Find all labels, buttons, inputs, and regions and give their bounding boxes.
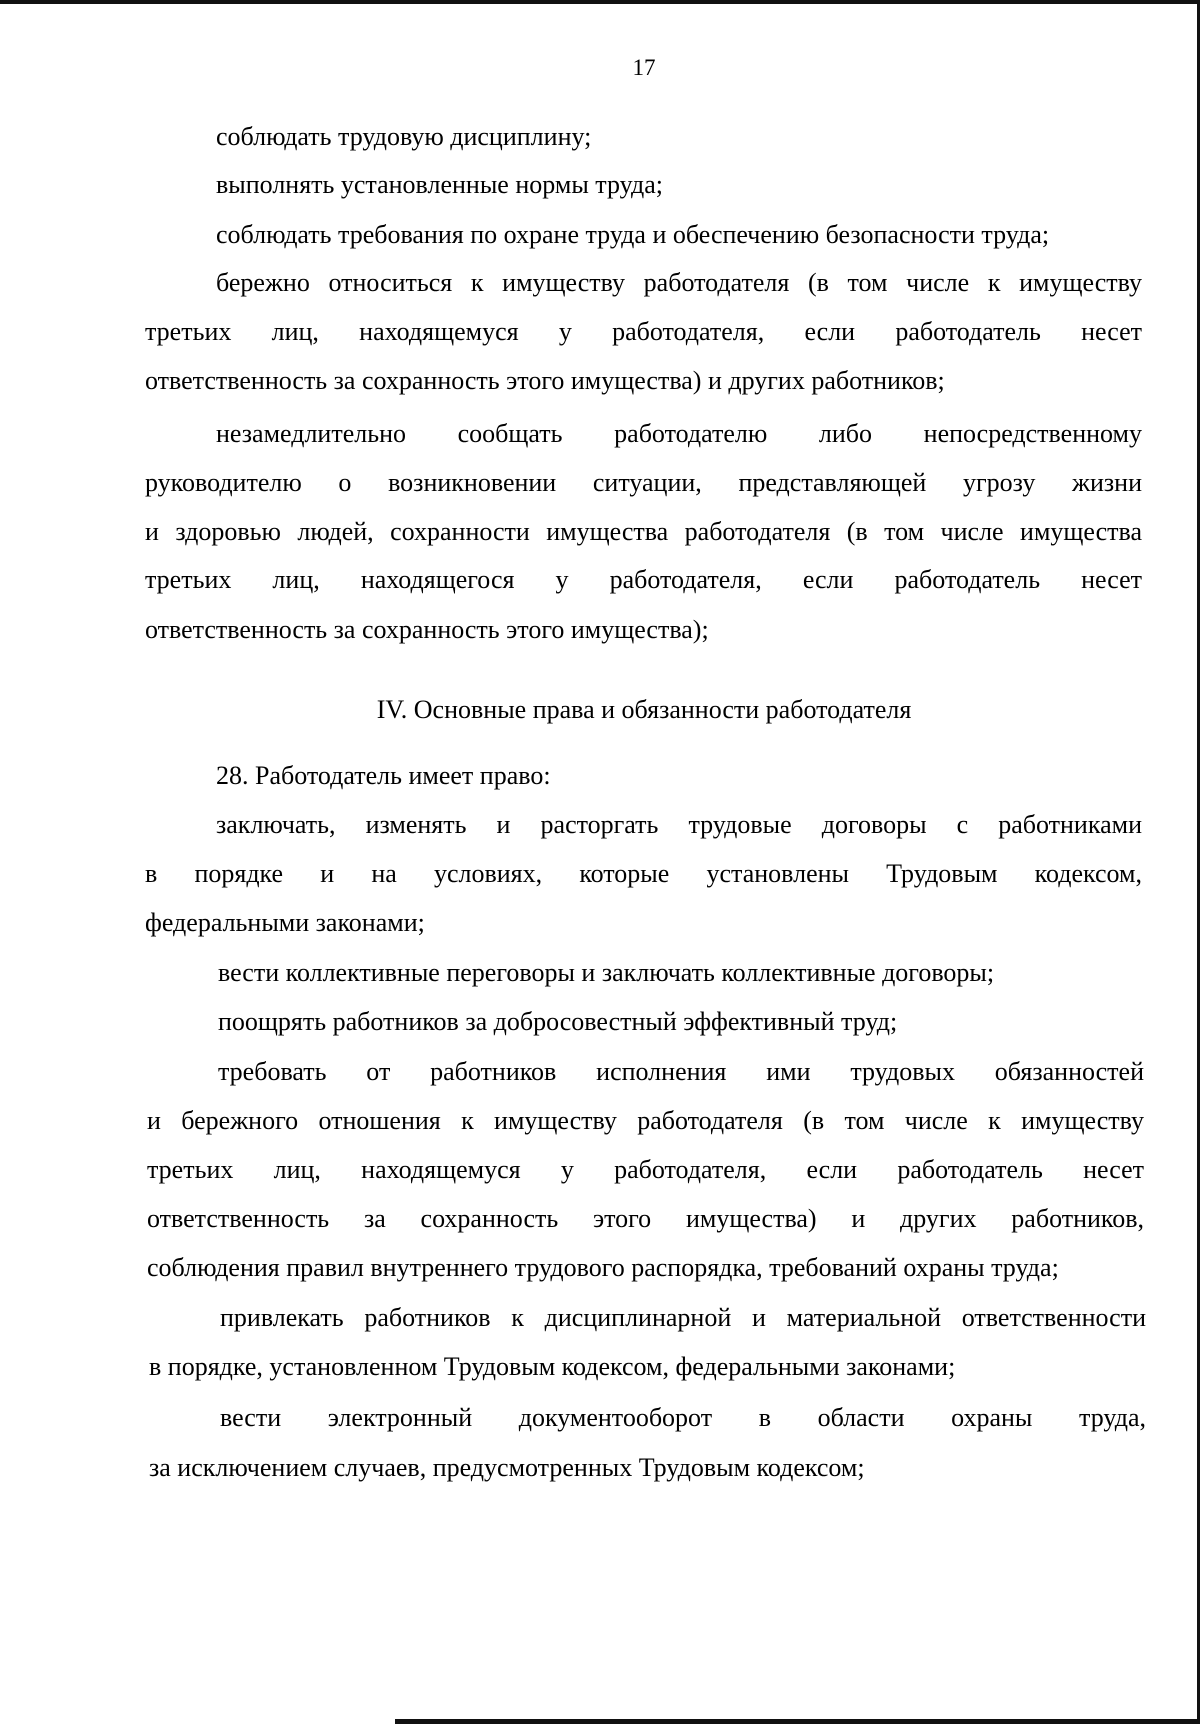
text-line: ответственность за сохранность этого имущества) и других работников; [145, 366, 945, 395]
text-line: заключать, изменять и расторгать трудовые договоры с работниками [216, 810, 1142, 839]
text-line: бережно относиться к имуществу работодателя (в том числе к имуществу [216, 268, 1142, 297]
text-line: в порядке, установленном Трудовым кодексом, федеральными законами; [149, 1352, 956, 1381]
text-line: соблюдать трудовую дисциплину; [216, 122, 592, 151]
text-line: федеральными законами; [145, 908, 425, 937]
text-line: вести коллективные переговоры и заключать коллективные договоры; [218, 958, 995, 987]
page-number: 17 [632, 55, 656, 80]
text-line: требовать от работников исполнения ими трудовых обязанностей [218, 1057, 1144, 1086]
text-line: и здоровью людей, сохранности имущества работодателя (в том числе имущества [145, 517, 1142, 546]
text-line: ответственность за сохранность этого имущества) и других работников, [147, 1204, 1144, 1233]
text-line: третьих лиц, находящемуся у работодателя, если работодатель несет [147, 1155, 1144, 1184]
text-line: соблюдения правил внутреннего трудового распорядка, требований охраны труда; [147, 1253, 1059, 1282]
text-line: руководителю о возникновении ситуации, представляющей угрозу жизни [145, 468, 1142, 497]
text-line: поощрять работников за добросовестный эффективный труд; [218, 1007, 898, 1036]
text-line: вести электронный документооборот в области охраны труда, [220, 1403, 1146, 1432]
scan-edge-top [0, 0, 1200, 4]
text-line: ответственность за сохранность этого имущества); [145, 615, 709, 644]
text-line: и бережного отношения к имуществу работодателя (в том числе к имуществу [147, 1106, 1144, 1135]
text-line: третьих лиц, находящемуся у работодателя, если работодатель несет [145, 317, 1142, 346]
text-line: выполнять установленные нормы труда; [216, 170, 663, 199]
section-heading: IV. Основные права и обязанности работодателя [376, 695, 912, 724]
text-line: за исключением случаев, предусмотренных Трудовым кодексом; [149, 1453, 865, 1482]
text-line: третьих лиц, находящегося у работодателя, если работодатель несет [145, 565, 1142, 594]
text-line: 28. Работодатель имеет право: [216, 761, 551, 790]
text-line: соблюдать требования по охране труда и обеспечению безопасности труда; [216, 220, 1050, 249]
scan-edge-bottom [395, 1719, 1200, 1724]
text-line: незамедлительно сообщать работодателю либо непосредственному [216, 419, 1142, 448]
text-line: в порядке и на условиях, которые установлены Трудовым кодексом, [145, 859, 1142, 888]
text-line: привлекать работников к дисциплинарной и материальной ответственности [220, 1303, 1146, 1332]
